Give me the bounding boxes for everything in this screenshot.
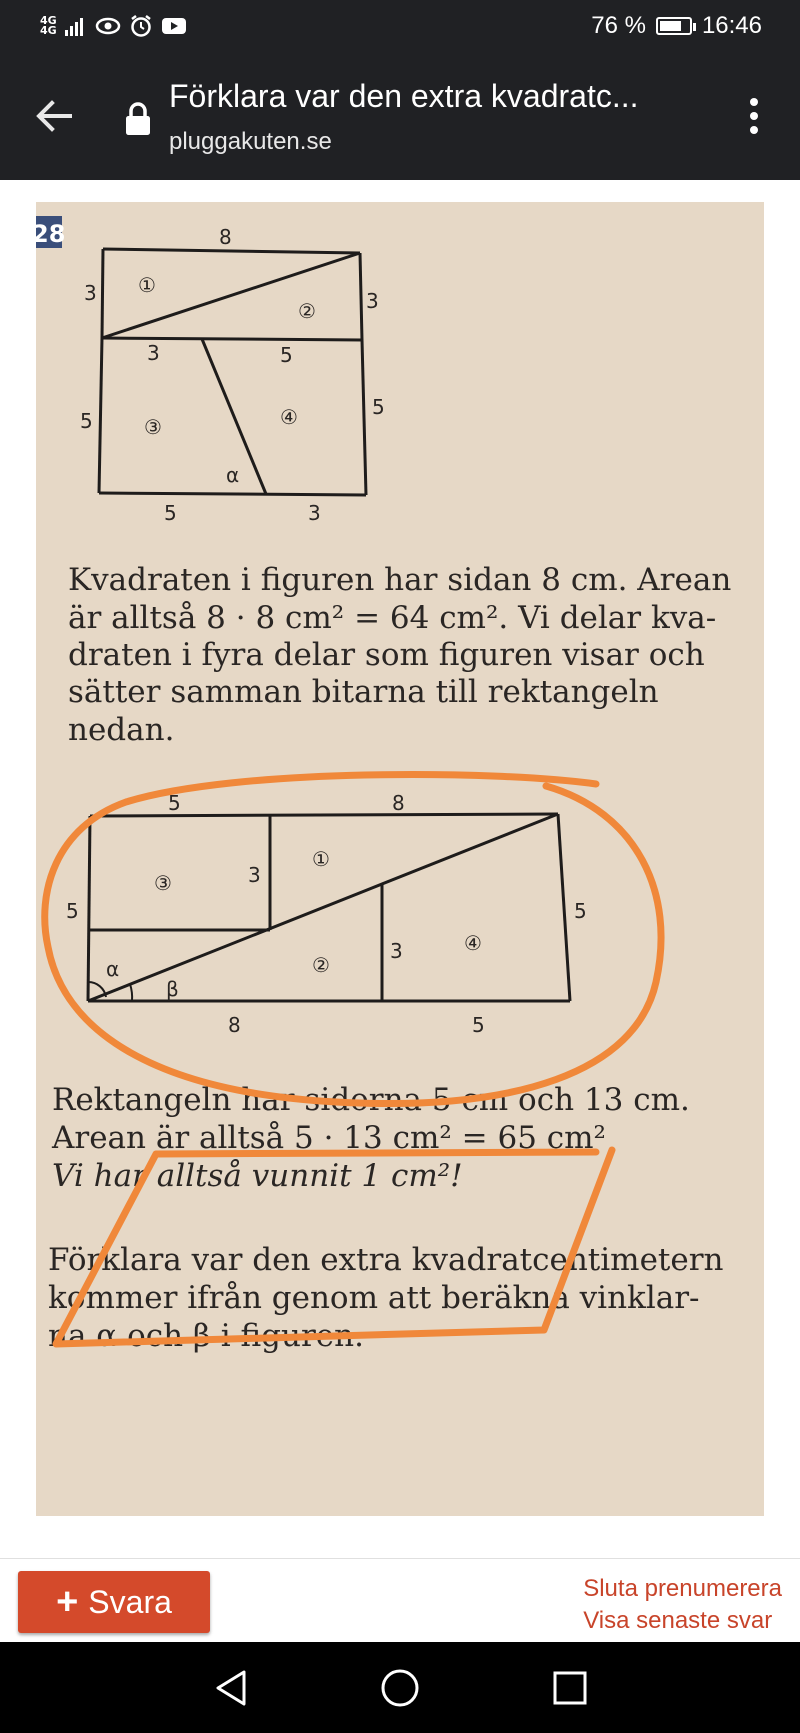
back-arrow-icon[interactable] [30, 92, 78, 140]
nav-home-icon[interactable] [378, 1666, 422, 1710]
paragraph-intro [68, 562, 731, 748]
svg-text:5: 5 [168, 791, 181, 815]
svg-text:kommer ifrån genom att beräkna: kommer ifrån genom att beräkna vinklar- [48, 1280, 700, 1316]
svg-text:③: ③ [154, 871, 172, 895]
battery-percent: 76 % [591, 12, 646, 39]
svg-text:②: ② [312, 953, 330, 977]
svg-text:Vi har alltså vunnit 1 cm²!: Vi har alltså vunnit 1 cm²! [52, 1158, 463, 1194]
svg-text:②: ② [298, 299, 316, 323]
svg-text:3: 3 [390, 939, 403, 963]
svg-text:5: 5 [472, 1013, 485, 1037]
unsubscribe-link[interactable]: Sluta prenumerera [583, 1575, 782, 1602]
svg-text:5: 5 [66, 899, 79, 923]
reply-label: Svara [88, 1583, 172, 1620]
more-options-icon[interactable] [742, 94, 766, 138]
svg-text:5: 5 [80, 409, 93, 433]
browser-toolbar [0, 56, 800, 180]
lock-icon [124, 102, 152, 136]
svg-text:nedan.: nedan. [68, 712, 175, 748]
svg-text:är alltså 8 · 8 cm² = 64 cm².: är alltså 8 · 8 cm² = 64 cm². Vi delar kva- [68, 600, 717, 636]
plus-icon: + [56, 1581, 79, 1623]
svg-text:8: 8 [392, 791, 405, 815]
svg-text:3: 3 [147, 341, 160, 365]
latest-reply-link[interactable]: Visa senaste svar [583, 1607, 773, 1634]
svg-text:③: ③ [144, 415, 162, 439]
svg-text:Förklara var den extra kvadrat: Förklara var den extra kvadratcentimetern [48, 1242, 724, 1278]
problem-number: 28 [32, 220, 66, 248]
post-content [0, 180, 800, 1558]
eye-icon [95, 16, 121, 36]
svg-text:④: ④ [280, 405, 298, 429]
svg-text:5: 5 [574, 899, 587, 923]
system-nav-bar [0, 1642, 800, 1733]
svg-text:Rektangeln har sidorna 5 cm oc: Rektangeln har sidorna 5 cm och 13 cm. [52, 1082, 690, 1118]
textbook-photo [32, 202, 764, 1516]
textbook-image [32, 202, 764, 1516]
battery-icon [656, 17, 692, 35]
svg-text:draten i fyra delar som figure: draten i fyra delar som figuren visar och [68, 637, 705, 673]
reply-button[interactable] [18, 1571, 210, 1633]
svg-text:Arean är alltså 5 · 13 cm² =: Arean är alltså 5 · 13 cm² = 65 cm² [52, 1120, 606, 1156]
bottom-action-bar [0, 1558, 800, 1643]
svg-text:5: 5 [164, 501, 177, 525]
svg-text:①: ① [138, 273, 156, 297]
svg-text:①: ① [312, 847, 330, 871]
page-title: Förklara var den extra kvadratc... [169, 78, 639, 114]
status-bar [0, 0, 800, 56]
svg-text:α: α [226, 463, 240, 487]
alarm-icon [129, 14, 153, 38]
marker-ellipse [45, 774, 661, 1103]
svg-text:na α och β i figuren.: na α och β i figuren. [48, 1318, 364, 1354]
figure1-labels [80, 225, 385, 525]
svg-text:3: 3 [84, 281, 97, 305]
youtube-icon [161, 16, 187, 36]
network-indicator: 4G 4G [40, 14, 57, 37]
svg-text:3: 3 [366, 289, 379, 313]
svg-text:④: ④ [464, 931, 482, 955]
page-domain: pluggakuten.se [169, 128, 332, 155]
svg-text:5: 5 [280, 343, 293, 367]
svg-text:3: 3 [248, 863, 261, 887]
signal-icon [65, 16, 87, 36]
svg-text:Kvadraten i figuren har sidan: Kvadraten i figuren har sidan 8 cm. Arean [68, 562, 732, 598]
svg-text:3: 3 [308, 501, 321, 525]
clock: 16:46 [701, 12, 762, 39]
nav-back-icon[interactable] [210, 1666, 254, 1710]
svg-text:α: α [106, 957, 120, 981]
svg-text:β: β [166, 977, 179, 1001]
svg-text:5: 5 [372, 395, 385, 419]
svg-text:sätter samman bitarna till rek: sätter samman bitarna till rektangeln [68, 674, 659, 710]
nav-recents-icon[interactable] [548, 1666, 592, 1710]
svg-text:8: 8 [219, 225, 232, 249]
svg-text:8: 8 [228, 1013, 241, 1037]
